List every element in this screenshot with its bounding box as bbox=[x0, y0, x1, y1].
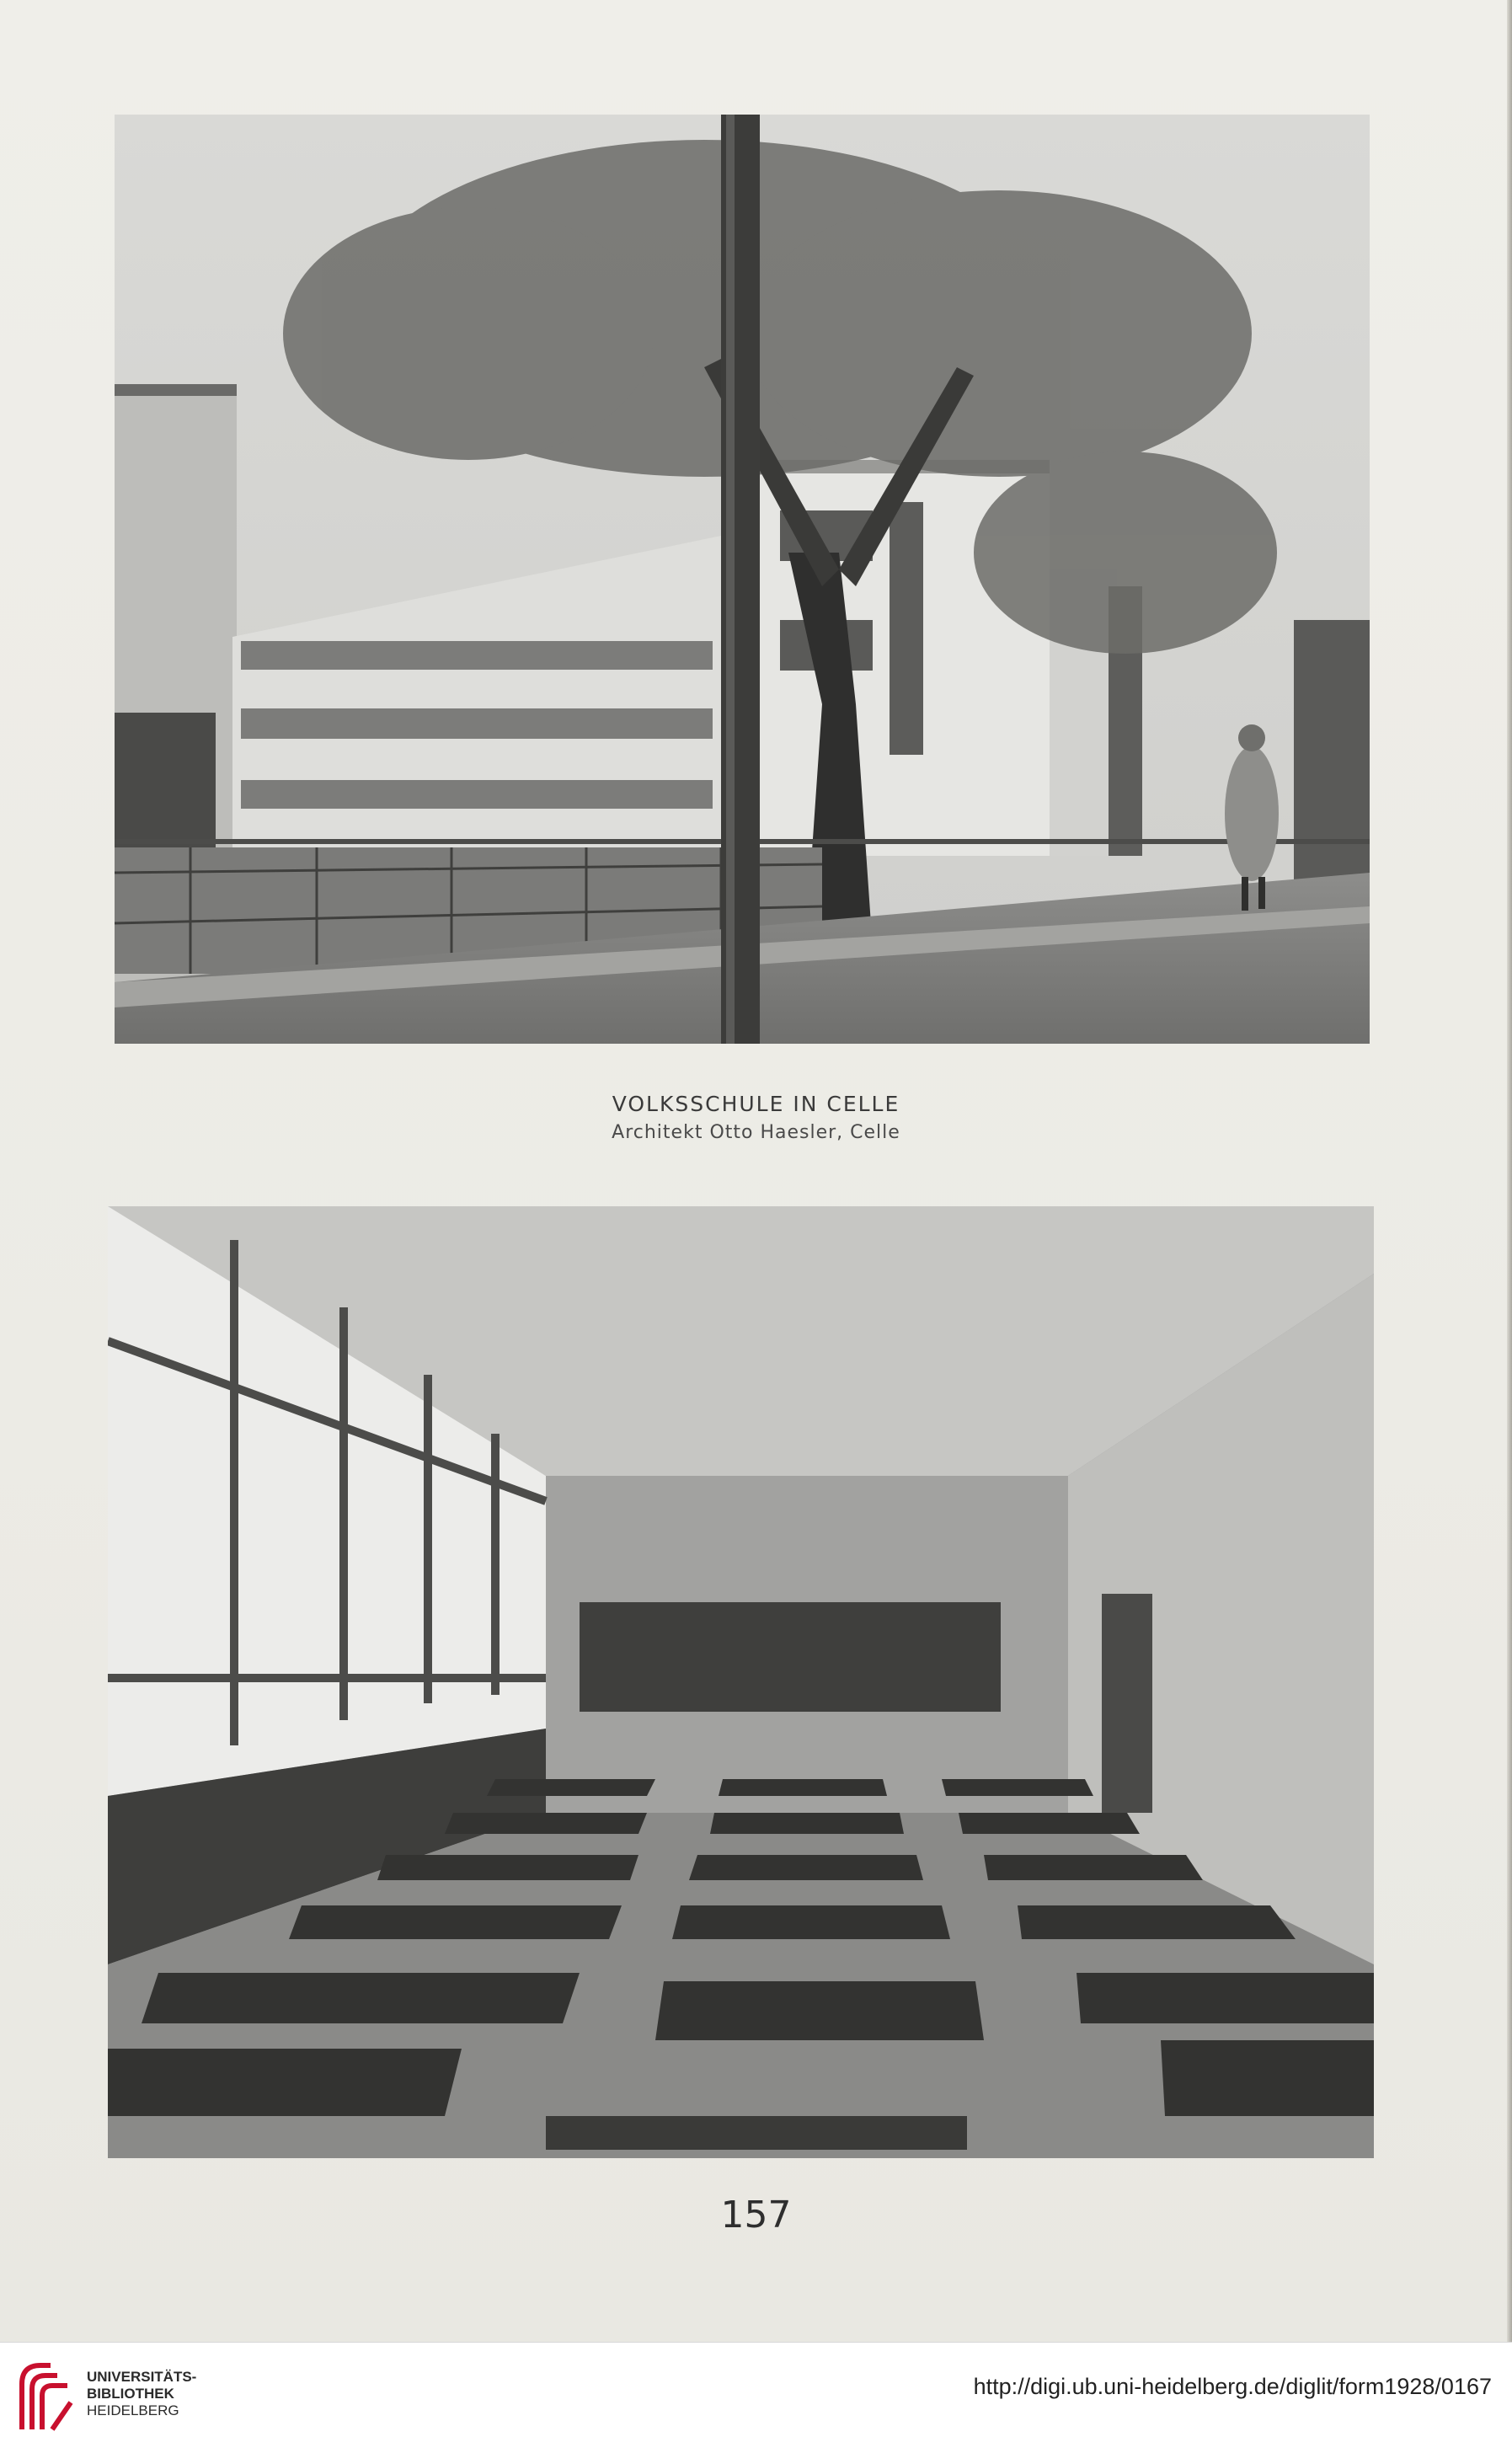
school-exterior-image bbox=[115, 115, 1370, 1044]
source-url-link[interactable]: http://digi.ub.uni-heidelberg.de/diglit/form1928/0167 bbox=[973, 2374, 1492, 2399]
university-library-logo-icon[interactable] bbox=[17, 2359, 76, 2436]
classroom-interior-photo bbox=[108, 1206, 1374, 2158]
classroom-interior-image bbox=[108, 1206, 1374, 2158]
school-exterior-photo bbox=[115, 115, 1370, 1044]
page-number: 157 bbox=[720, 2194, 792, 2237]
caption-subtitle: Architekt Otto Haesler, Celle bbox=[612, 1122, 900, 1143]
library-name-line2: BIBLIOTHEK bbox=[87, 2386, 174, 2402]
library-name-line3: HEIDELBERG bbox=[87, 2402, 179, 2418]
page-edge bbox=[1507, 0, 1512, 2342]
caption-title: VOLKSSCHULE IN CELLE bbox=[612, 1092, 900, 1116]
library-name-line1: UNIVERSITÄTS- bbox=[87, 2369, 197, 2385]
library-name bbox=[87, 2369, 306, 2419]
